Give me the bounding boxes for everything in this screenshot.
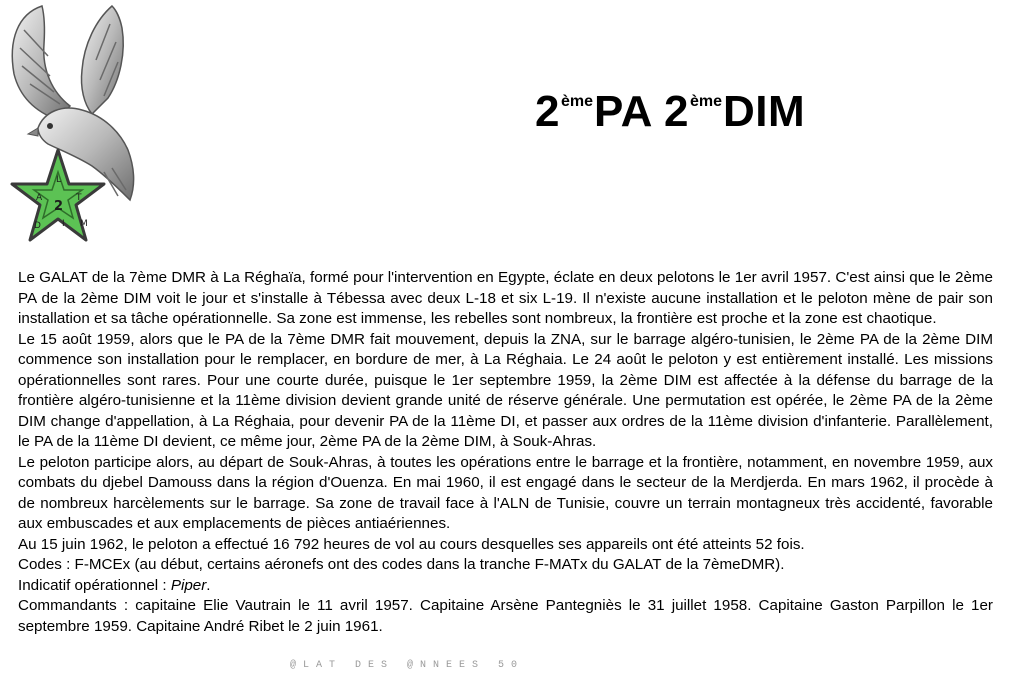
- title-text: DIM: [722, 87, 806, 136]
- title-superscript: ème: [560, 93, 594, 110]
- title-number: 2: [663, 87, 689, 136]
- svg-text:2: 2: [54, 199, 64, 214]
- indicatif-value: Piper: [170, 576, 207, 594]
- unit-insignia: [0, 0, 150, 262]
- title-number: 2: [535, 87, 560, 136]
- title-text: PA: [594, 87, 664, 136]
- svg-text:I: I: [62, 219, 65, 229]
- page-title: [535, 74, 805, 140]
- svg-text:T: T: [76, 193, 82, 203]
- paragraph-operations: Le peloton participe alors, au départ de Souk-Ahras, à toutes les opérations entre le barrage et la frontière, notamment, en novembre 1959, aux combats du djebel Damouss dans la région d'Ouenza. En mai 1960, il est engagé dans le secteur de la Merdjerda. En mars 1962, il procède à de nombreux harcèlements sur le barrage. Sa zone de travail face à l'ALN de Tunisie, couvre un terrain montagneux très accidenté, favorable aux embuscades et aux emplacements de pièces antiaériennes.: [18, 453, 993, 532]
- svg-text:M: M: [80, 219, 88, 229]
- svg-text:D: D: [34, 221, 41, 231]
- paragraph-founding: Le GALAT de la 7ème DMR à La Réghaïa, formé pour l'intervention en Egypte, éclate en deux pelotons le 1er avril 1957. C'est ainsi que le 2ème PA de la 2ème DIM voit le jour et s'installe à Tébessa avec deux L-18 et six L-19. Il n'existe aucune installation et le peloton mène de pair son installation et sa tâche opérationnelle. Sa zone est immense, les rebelles sont nombreux, la frontière est proche et la zone est chaotique.: [18, 269, 993, 327]
- paragraph-commandants: Commandants : capitaine Elie Vautrain le 11 avril 1957. Capitaine Arsène Pantegniès le 31 juillet 1958. Capitaine Gaston Parpillon le 1er septembre 1959. Capitaine André Ribet le 2 juin 1961.: [18, 597, 993, 635]
- indicatif-suffix: .: [206, 576, 211, 594]
- svg-text:A: A: [36, 193, 43, 203]
- title-superscript: ème: [689, 93, 722, 110]
- svg-text:L: L: [56, 175, 62, 185]
- left-wing-icon: [12, 6, 70, 120]
- paragraph-reghaia: Le 15 août 1959, alors que le PA de la 7ème DMR fait mouvement, depuis la ZNA, sur le barrage algéro-tunisien, le 2ème PA de la 2ème DIM commence son installation pour le remplacer, en bordure de mer, à La Réghaia. Le 24 août le peloton y est entièrement installé. Les missions opérationnelles sont rares. Pour une courte durée, puisque le 1er septembre 1959, la 2ème DIM est affectée à la défense du barrage de la frontière algéro-tunisienne et la 11ème division devient grande unité de réserve générale. Une permutation est opérée, le 2ème PA de la 2ème DIM change d'appellation, à La Réghaia, pour devenir PA de la 11ème DI, et passer aux ordres de la 11ème division d'infanterie. Parallèlement, le PA de la 11ème DI devient, ce même jour, 2ème PA de la 2ème DIM, à Souk-Ahras.: [18, 330, 993, 450]
- paragraph-flight-hours: Au 15 juin 1962, le peloton a effectué 16 792 heures de vol au cours desquelles ses appareils ont été atteints 52 fois.: [18, 535, 805, 553]
- indicatif-label: Indicatif opérationnel :: [18, 576, 171, 594]
- paragraph-indicatif: [18, 576, 993, 597]
- paragraph-codes: Codes : F-MCEx (au début, certains aéronefs ont des codes dans la tranche F-MATx du GALAT de la 7èmeDMR).: [18, 556, 785, 573]
- history-text: [18, 268, 993, 637]
- right-wing-icon: [81, 6, 123, 114]
- watermark: @LAT DES @NNEES 50: [290, 660, 525, 671]
